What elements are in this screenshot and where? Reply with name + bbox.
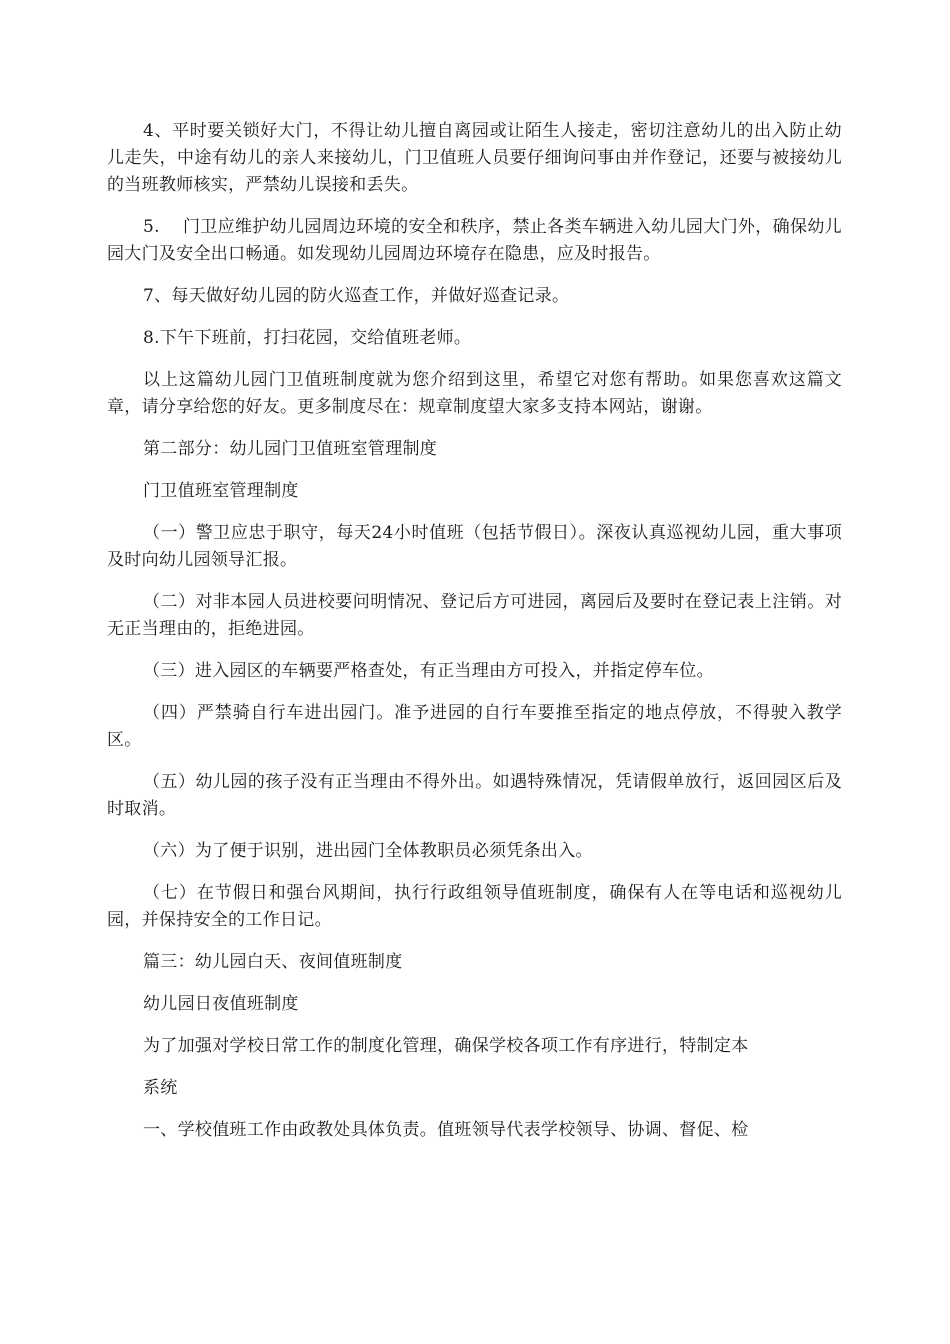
section-title-day-night-duty: 幼儿园日夜值班制度 [143, 994, 299, 1014]
rule-item-5: （五）幼儿园的孩子没有正当理由不得外出。如遇特殊情况，凭请假单放行，返回园区后及时取消。 [107, 772, 842, 819]
section-heading-part-two: 第二部分：幼儿园门卫值班室管理制度 [143, 439, 438, 459]
section-heading-part-three: 篇三：幼儿园白天、夜间值班制度 [143, 952, 403, 972]
rule-item-2: （二）对非本园人员进校要问明情况、登记后方可进园，离园后及要时在登记表上注销。对无正当理由的，拒绝进园。 [107, 592, 842, 639]
intro-paragraph: 为了加强对学校日常工作的制度化管理，确保学校各项工作有序进行，特制定本 [143, 1036, 749, 1056]
paragraph-item-4: 4、平时要关锁好大门，不得让幼儿擅自离园或让陌生人接走，密切注意幼儿的出入防止幼儿走失，中途有幼儿的亲人来接幼儿，门卫值班人员要仔细询问事由并作登记，还要与被接幼儿的当班教师核实，严禁幼儿误接和丢失。 [107, 121, 842, 195]
section-title-guard-room: 门卫值班室管理制度 [143, 481, 299, 501]
rule-item-3: （三）进入园区的车辆要严格查处，有正当理由方可投入，并指定停车位。 [143, 661, 714, 681]
rule-item-4: （四）严禁骑自行车进出园门。准予进园的自行车要推至指定的地点停放，不得驶入教学区。 [107, 703, 842, 750]
rule-item-6: （六）为了便于识别，进出园门全体教职员必须凭条出入。 [143, 841, 593, 861]
duty-item-1: 一、学校值班工作由政教处具体负责。值班领导代表学校领导、协调、督促、检 [143, 1120, 749, 1140]
paragraph-closing-note: 以上这篇幼儿园门卫值班制度就为您介绍到这里，希望它对您有帮助。如果您喜欢这篇文章，请分享给您的好友。更多制度尽在：规章制度望大家多支持本网站，谢谢。 [107, 370, 842, 417]
paragraph-item-7: 7、每天做好幼儿园的防火巡查工作，并做好巡查记录。 [143, 286, 570, 306]
document-body [107, 118, 842, 1159]
paragraph-item-8: 8.下午下班前，打扫花园，交给值班老师。 [143, 328, 472, 348]
rule-item-7: （七）在节假日和强台风期间，执行行政组领导值班制度，确保有人在等电话和巡视幼儿园，并保持安全的工作日记。 [107, 883, 842, 930]
rule-item-1: （一）警卫应忠于职守，每天24小时值班（包括节假日）。深夜认真巡视幼儿园，重大事项及时向幼儿园领导汇报。 [107, 523, 842, 570]
paragraph-item-5: 5. 门卫应维护幼儿园周边环境的安全和秩序，禁止各类车辆进入幼儿园大门外，确保幼儿园大门及安全出口畅通。如发现幼儿园周边环境存在隐患，应及时报告。 [107, 217, 842, 264]
intro-continuation: 系统 [143, 1078, 178, 1098]
